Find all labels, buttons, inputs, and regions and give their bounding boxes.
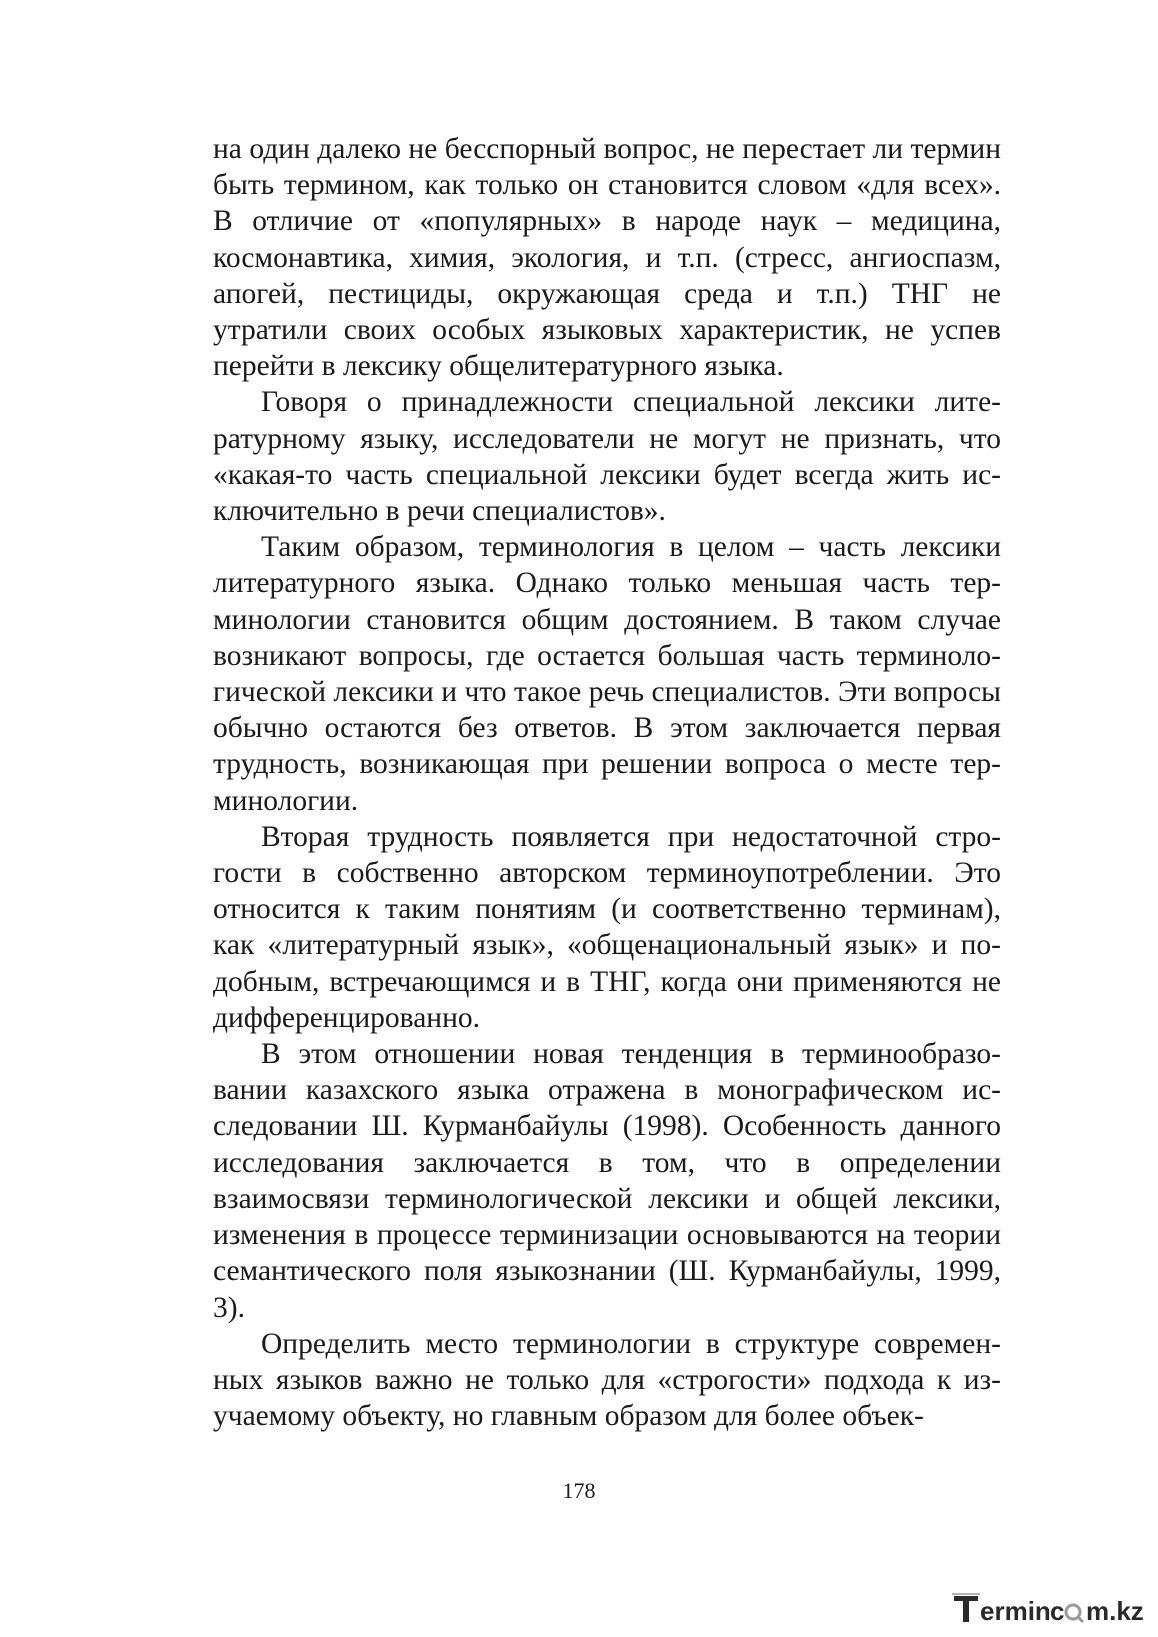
termincom-logo: [948, 1588, 1148, 1628]
svg-text:ermin: ermin: [980, 1596, 1051, 1626]
paragraph-5: В этом отношении новая тенденция в терминообразовании казахского языка отражена в монографическом исследовании Ш. Курманбайулы (1998). Особенность данного исследования заключается в том, что в определении взаимосвязи терминологической лексики и общей лексики, изменения в процессе терминизации основываются на теории семантического поля языкознании (Ш. Курманбайулы, 1999, 3).: [213, 1038, 1001, 1324]
paragraph-3: Таким образом, терминология в целом – часть лексики литературного языка. Однако только меньшая часть терминологии становится общим достоянием. В таком случае возникают вопросы, где остается большая часть терминологической лексики и что такое речь специалистов. Эти вопросы обычно остаются без ответов. В этом заключается первая трудность, возникающая при решении вопроса о месте терминологии.: [213, 531, 1001, 817]
body-text: [213, 131, 1001, 1434]
page-number: 178: [562, 1478, 596, 1503]
paragraph-4: Вторая трудность появляется при недостаточной строгости в собственно авторском терминоупотреблении. Это относится к таким понятиям (и соответственно терминам), как «литературный язык», «общенациональный язык» и подобным, встречающимся и в ТНГ, когда они применяются не дифференцированно.: [213, 820, 1001, 1034]
paragraph-1: на один далеко не бесспорный вопрос, не перестает ли термин быть термином, как только он становится словом «для всех». В отличие от «популярных» в народе наук – медицина, космонавтика, химия, экология, и т.п. (стресс, ангиоспазм, апогей, пестициды, окружающая среда и т.п.) ТНГ не утратили своих особых языковых характеристик, не успев перейти в лексику общелитературного языка.: [213, 133, 1001, 383]
paragraph-6: Определить место терминологии в структуре современных языков важно не только для «строгости» подхода к изучаемому объекту, но главным образом для более объек-: [213, 1327, 1001, 1433]
svg-text:c: c: [1050, 1596, 1065, 1626]
svg-text:m.kz: m.kz: [1086, 1596, 1144, 1626]
paragraph-2: Говоря о принадлежности специальной лексики литературному языку, исследователи не могут не признать, что «какая-то часть специальной лексики будет всегда жить исключительно в речи специалистов».: [213, 386, 1001, 528]
